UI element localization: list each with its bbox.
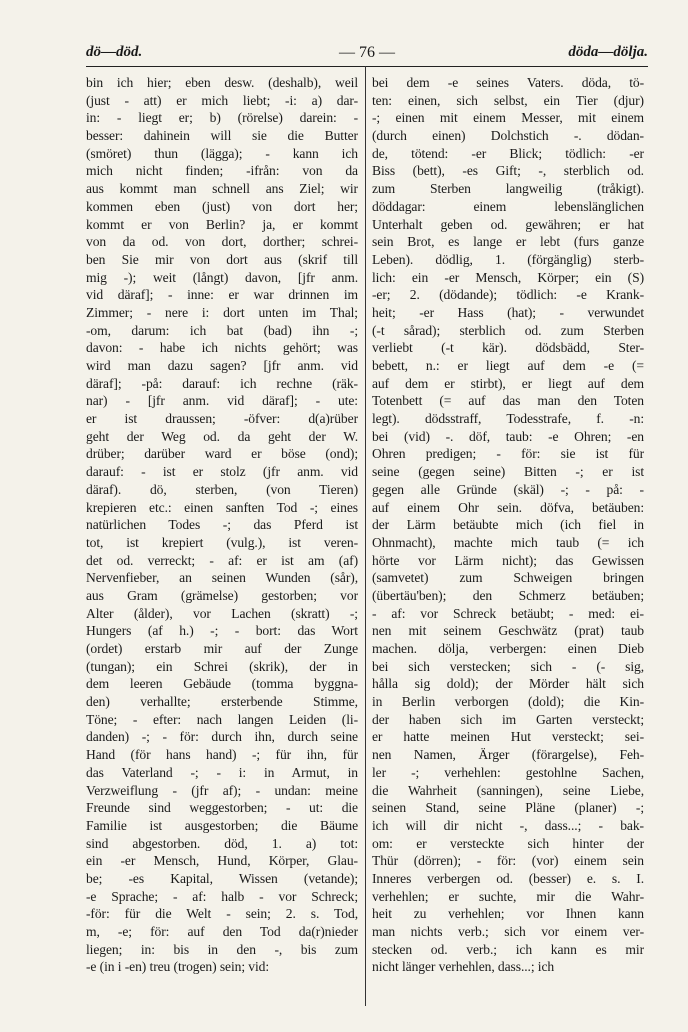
column-divider — [365, 66, 366, 1006]
text-line: döddagar: einem lebenslänglichen — [372, 198, 644, 214]
text-line: Hungers (af h.) -; - bort: das Wort — [86, 623, 358, 639]
text-line: Zimmer; - nere i: dort unten im Thal; — [86, 304, 358, 320]
text-line: om: er versteckte sich hinter der — [372, 835, 644, 851]
text-line: - af: vor Schreck betäubt; - med: ei- — [372, 605, 644, 621]
text-line: Totenbett (= auf das man den Toten — [372, 393, 644, 409]
text-line: stecken od. verb.; ich kann es mir — [372, 941, 644, 957]
text-line: ten: einen, sich selbst, ein Tier (djur) — [372, 92, 644, 108]
text-line: -e Sprache; - af: halb - vor Schreck; — [86, 888, 358, 904]
text-line: drüber; darüber ward er böse (ond); — [86, 446, 358, 462]
text-line: (-t sårad); sterblich od. zum Sterben — [372, 322, 644, 338]
text-line: -er; 2. (dödande); tödlich: -e Krank- — [372, 287, 644, 303]
text-line: det od. verreckt; - af: er ist am (af) — [86, 552, 358, 568]
text-line: bei sich verstecken; sich - (- sig, — [372, 658, 644, 674]
text-line: m, -e; för: auf den Tod da(r)nieder — [86, 924, 358, 939]
text-line: dem leeren Gebäude (tomma byggna- — [86, 676, 358, 692]
text-line: natürlichen Todes -; das Pferd ist — [86, 517, 358, 533]
text-line: de, tötend: -er Blick; tödlich: -er — [372, 145, 644, 161]
text-line: (ordet) erstarb mir auf der Zunge — [86, 641, 358, 656]
text-line: bei dem -e seines Vaters. döda, tö- — [372, 75, 644, 90]
text-line: das Vaterland -; - i: in Armut, in — [86, 764, 358, 780]
text-line: mich nicht finden; -ifrån: von da — [86, 163, 358, 179]
header-rule — [86, 66, 648, 67]
text-line: Unterhalt geben od. gewähren; er hat — [372, 216, 644, 232]
text-line: auf dem er stirbt), er liegt auf dem — [372, 375, 644, 391]
text-line: -för: für die Welt - sein; 2. s. Tod, — [86, 906, 358, 922]
text-line: auf einem Ohr sein. döfva, betäuben: — [372, 499, 644, 515]
text-line: (durch einen) Dolchstich -. dödan- — [372, 128, 644, 144]
text-line: machen. dölja, verbergen: einen Dieb — [372, 641, 644, 656]
text-line: däraf). dö, sterben, (von Tieren) — [86, 481, 358, 497]
dictionary-page — [86, 40, 648, 975]
text-line: be; -es Kapital, Wissen (vetande); — [86, 870, 358, 886]
text-line: lich: ein -er Mensch, Körper; ein (S) — [372, 269, 644, 285]
text-line: Thür (dörren); - för: (vor) einem sein — [372, 853, 644, 869]
text-line: ich will dir nicht -, dass...; - bak- — [372, 817, 644, 833]
text-line: tot, ist krepiert (vulg.), ist veren- — [86, 534, 358, 550]
text-line: kommt er von Berlin? ja, er kommt — [86, 216, 358, 232]
text-line: der haben sich im Garten versteckt; — [372, 711, 644, 727]
text-line: Leben). dödlig, 1. (förgänglig) sterb- — [372, 251, 644, 267]
text-line: ein -er Mensch, Hund, Körper, Glau- — [86, 853, 358, 869]
text-line: wird man dazu sagen? [jfr anm. vid — [86, 358, 358, 373]
text-line: Ohren predigen; - för: sie ist für — [372, 446, 644, 462]
text-line: krepieren etc.: einen sanften Tod -; eines — [86, 499, 358, 515]
text-line: nicht länger verhehlen, dass...; ich — [372, 959, 555, 975]
text-line: legt). dödsstraff, Todesstrafe, f. -n: — [372, 411, 644, 427]
text-line: Verzweiflung - (jfr af); - undan: meine — [86, 782, 358, 798]
text-line: Familie ist ausgestorben; die Bäume — [86, 817, 358, 833]
text-line: danden) -; - för: durch ihn, durch seine — [86, 729, 358, 745]
text-line: däraf]; -på: darauf: ich rechne (räk- — [86, 375, 358, 391]
text-line: (samvetet) zum Schweigen bringen — [372, 570, 644, 586]
text-line: aus kommt man schnell ans Ziel; wir — [86, 181, 358, 197]
text-line: heit zu verhehlen; vor Ihnen kann — [372, 906, 644, 922]
text-line: ler -; verhehlen: gestohlne Sachen, — [372, 764, 644, 780]
text-line: hörte vor Lärm nicht); das Gewissen — [372, 552, 644, 568]
text-line: Biss (bett), -es Gift; -, sterblich od. — [372, 163, 644, 179]
left-column — [86, 74, 358, 1004]
text-line: sein Brot, es lange er lebt (furs ganze — [372, 234, 644, 250]
text-line: Freunde sind weggestorben; - ut: die — [86, 800, 358, 816]
page-number: — 76 — — [339, 44, 395, 61]
text-line: ben Sie mir von dort aus (skrif till — [86, 251, 358, 267]
text-line: heit; -er Hass (hat); - verwundet — [372, 304, 644, 320]
text-columns — [86, 74, 648, 1004]
text-line: verhehlen; er suchte, mir die Wahr- — [372, 888, 644, 904]
text-line: er ist draussen; -öfver: d(a)rüber — [86, 411, 358, 427]
text-line: er hatte meinen Hut versteckt; sei- — [372, 729, 644, 745]
text-line: Hand (för hans hand) -; für ihn, für — [86, 747, 358, 763]
text-line: (smöret) thun (lägga); - kann ich — [86, 145, 358, 161]
text-line: bei (vid) -. döf, taub: -e Ohren; -en — [372, 428, 644, 444]
text-line: der Lärm betäubte mich (ich fiel in — [372, 517, 644, 533]
header-left-guideword: dö—död. — [86, 44, 143, 60]
text-line: die Wahrheit (sanningen), seine Liebe, — [372, 782, 644, 798]
text-line: den) verhallte; ersterbende Stimme, — [86, 694, 358, 710]
text-line: verliebt (-t kär). dödsbädd, Ster- — [372, 340, 644, 356]
page-header — [86, 40, 648, 66]
text-line: aus Gram (grämelse) gestorben; vor — [86, 587, 358, 603]
text-line: -om, darum: ich bat (bad) ihn -; — [86, 322, 358, 338]
text-line: kommen eben (just) von dort her; — [86, 198, 358, 214]
text-line: bebett, n.: er liegt auf dem -e (= — [372, 358, 644, 373]
text-line: besser: dahinein will sie die Butter — [86, 128, 358, 144]
text-line: man nichts verb.; sich vor einem ver- — [372, 924, 644, 939]
text-line: gegen alle Gründe (skäl) -; - på: - — [372, 481, 644, 497]
text-line: in: - liegt er; b) (rörelse) darein: - — [86, 110, 358, 126]
text-line: von da od. von dort, dorther; schrei- — [86, 234, 358, 250]
text-line: hålla sig dold); der Mörder hält sich — [372, 676, 644, 692]
text-line: -; einen mit einem Messer, mit einem — [372, 110, 644, 126]
header-right-guideword: döda—dölja. — [568, 44, 648, 60]
text-line: seinen Stand, seine Pläne (planer) -; — [372, 800, 644, 816]
text-line: Ohnmacht), machte mich taub (= ich — [372, 534, 644, 550]
text-line: (tungan); ein Schrei (skrik), der in — [86, 658, 358, 674]
text-line: nen mit seinem Geschwätz (prat) taub — [372, 623, 644, 639]
text-line: darauf: - ist er stolz (jfr anm. vid — [86, 464, 358, 480]
text-line: nen Namen, Ärger (förargelse), Feh- — [372, 747, 644, 763]
text-line: sind abgestorben. död, 1. a) tot: — [86, 835, 358, 851]
text-line: -e (in i -en) treu (trogen) sein; vid: — [86, 959, 270, 975]
text-line: Töne; - efter: nach langen Leiden (li- — [86, 711, 358, 727]
text-line: Alter (ålder), vor Lachen (skratt) -; — [86, 605, 358, 621]
text-line: (übertäu'ben); den Schmerz betäuben; — [372, 587, 644, 603]
text-line: Nervenfieber, an seinen Wunden (sår), — [86, 570, 358, 586]
text-line: bin ich hier; eben desw. (deshalb), weil — [86, 75, 358, 90]
text-line: zum Sterben langweilig (tråkigt). — [372, 181, 644, 197]
text-line: (just - att) er mich liebt; -i: a) dar- — [86, 92, 358, 108]
text-line: mig -); weit (långt) davon, [jfr anm. — [86, 269, 358, 285]
right-column — [372, 74, 644, 1004]
text-line: seine (gegen seine) Bitten -; er ist — [372, 464, 644, 480]
text-line: Inneres verbergen od. (besser) e. s. I. — [372, 870, 644, 886]
text-line: liegen; in: bis in den -, bis zum — [86, 941, 358, 957]
text-line: davon: - habe ich nichts gehört; was — [86, 340, 358, 356]
text-line: in Berlin verborgen (dold); die Kin- — [372, 694, 644, 710]
text-line: geht der Weg od. da geht der W. — [86, 428, 358, 444]
text-line: vid däraf]; - inne: er war drinnen im — [86, 287, 358, 303]
text-line: nar) - [jfr anm. vid däraf]; - ute: — [86, 393, 358, 409]
